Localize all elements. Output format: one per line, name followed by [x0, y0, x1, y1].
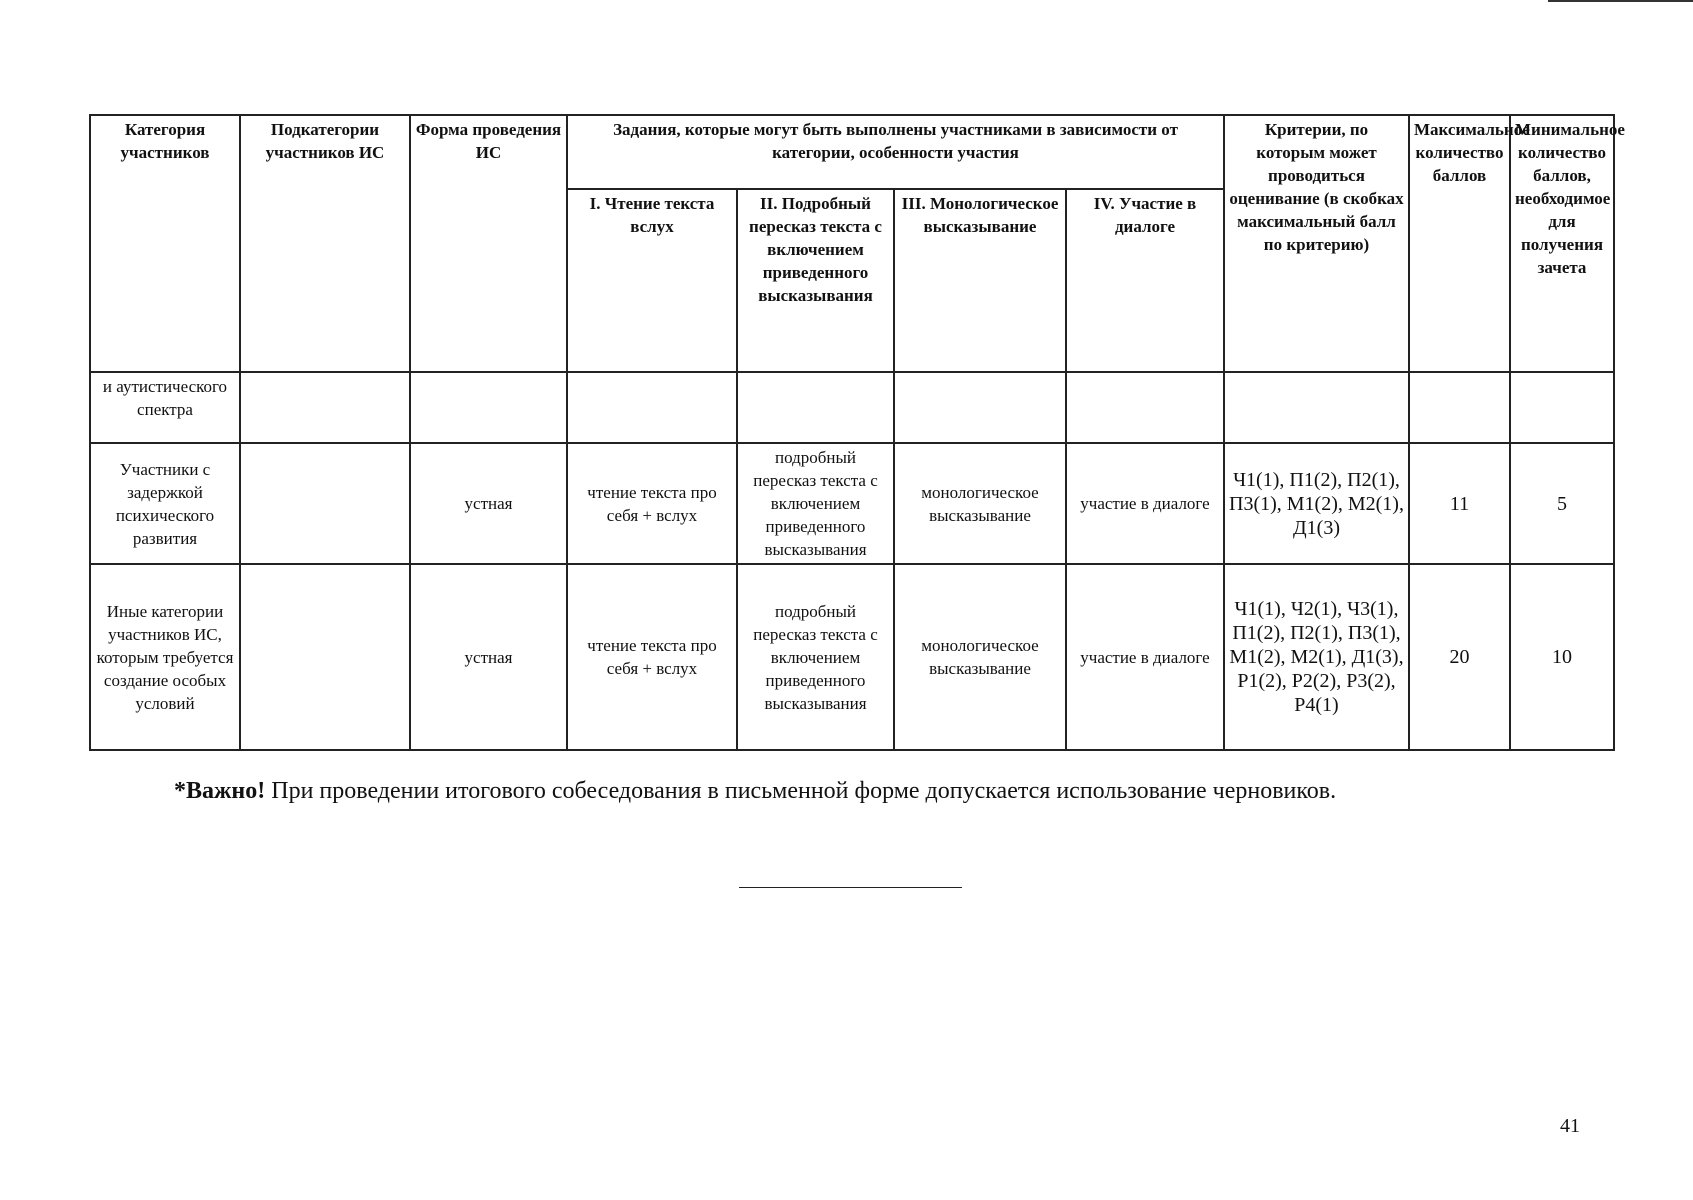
cell-category: и аутистического спектра: [90, 372, 240, 443]
cell-task-monologue: монологическое высказывание: [894, 564, 1066, 750]
cell-max-score: 11: [1409, 443, 1510, 564]
cell-task-reading: чтение текста про себя + вслух: [567, 564, 737, 750]
cell-task-reading: [567, 372, 737, 443]
cell-form: [410, 372, 567, 443]
cell-criteria: [1224, 372, 1409, 443]
cell-criteria: Ч1(1), Ч2(1), Ч3(1), П1(2), П2(1), П3(1), М1(2), М2(1), Д1(3), Р1(2), Р2(2), Р3(2), Р4(1): [1224, 564, 1409, 750]
header-task-reading: I. Чтение текста вслух: [567, 189, 737, 372]
cell-category: Иные категории участников ИС, которым требуется создание особых условий: [90, 564, 240, 750]
header-criteria: Критерии, по которым может проводиться оценивание (в скобках максимальный балл по критерию): [1224, 115, 1409, 372]
header-row-1: [90, 115, 1614, 189]
header-task-retelling: II. Подробный пересказ текста с включением приведенного высказывания: [737, 189, 894, 372]
header-task-dialogue: IV. Участие в диалоге: [1066, 189, 1224, 372]
header-tasks: Задания, которые могут быть выполнены участниками в зависимости от категории, особенности участия: [567, 115, 1224, 189]
cell-task-dialogue: участие в диалоге: [1066, 443, 1224, 564]
cell-min-score: 10: [1510, 564, 1614, 750]
cell-subcategory: [240, 564, 410, 750]
note-bold-label: *Важно!: [174, 778, 266, 804]
cell-category: Участники с задержкой психического развития: [90, 443, 240, 564]
cell-max-score: [1409, 372, 1510, 443]
header-category: Категория участников: [90, 115, 240, 372]
table-row: [90, 564, 1614, 750]
cell-task-monologue: монологическое высказывание: [894, 443, 1066, 564]
cell-task-retelling: подробный пересказ текста с включением приведенного высказывания: [737, 564, 894, 750]
cell-task-reading: чтение текста про себя + вслух: [567, 443, 737, 564]
cell-form: устная: [410, 564, 567, 750]
header-subcategory: Подкатегории участников ИС: [240, 115, 410, 372]
cell-form: устная: [410, 443, 567, 564]
table-row: [90, 372, 1614, 443]
cell-task-dialogue: участие в диалоге: [1066, 564, 1224, 750]
cell-min-score: 5: [1510, 443, 1614, 564]
important-note: [89, 775, 1576, 807]
page-number: 41: [1560, 1115, 1580, 1137]
cell-task-dialogue: [1066, 372, 1224, 443]
header-form: Форма проведения ИС: [410, 115, 567, 372]
cell-max-score: 20: [1409, 564, 1510, 750]
cell-min-score: [1510, 372, 1614, 443]
cell-task-retelling: [737, 372, 894, 443]
note-text: При проведении итогового собеседования в письменной форме допускается использование черновиков.: [271, 778, 1337, 804]
separator-line: [739, 887, 962, 888]
cell-subcategory: [240, 443, 410, 564]
participants-table: [89, 114, 1625, 751]
header-min-score: Минимальное количество баллов, необходимое для получения зачета: [1510, 115, 1614, 372]
cell-criteria: Ч1(1), П1(2), П2(1), П3(1), М1(2), М2(1), Д1(3): [1224, 443, 1409, 564]
header-max-score: Максимальное количество баллов: [1409, 115, 1510, 372]
header-task-monologue: III. Монологическое высказывание: [894, 189, 1066, 372]
cell-task-retelling: подробный пересказ текста с включением приведенного высказывания: [737, 443, 894, 564]
top-edge-line: [1548, 0, 1693, 2]
cell-subcategory: [240, 372, 410, 443]
cell-task-monologue: [894, 372, 1066, 443]
table-row: [90, 443, 1614, 564]
